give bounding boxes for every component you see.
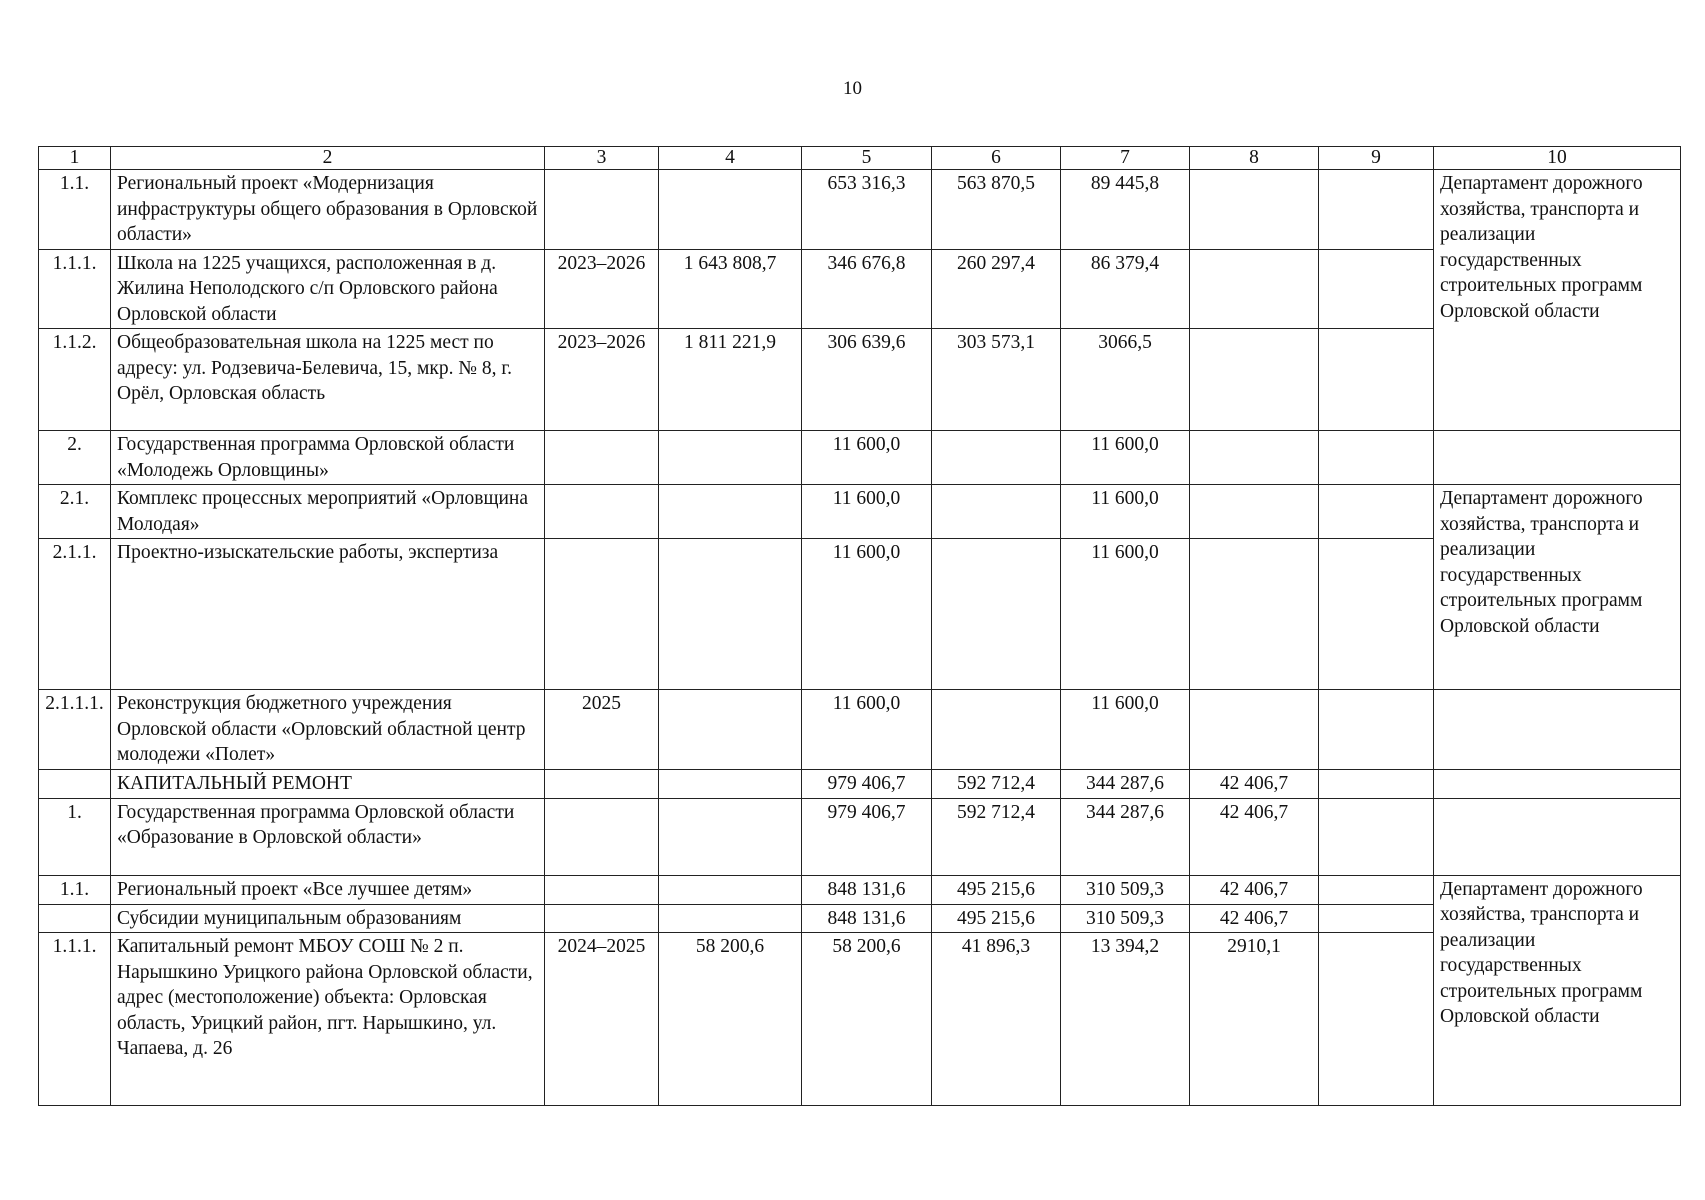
value-cell-9: [1319, 875, 1434, 904]
table-row: [39, 431, 1681, 485]
value-cell-8: [1190, 485, 1319, 539]
value-cell-6: 592 712,4: [932, 769, 1061, 798]
value-cell-5: 11 600,0: [802, 690, 932, 770]
header-cell: 8: [1190, 147, 1319, 170]
value-cell-4: [659, 485, 802, 539]
value-cell-5: 11 600,0: [802, 539, 932, 690]
value-cell-5: 848 131,6: [802, 904, 932, 933]
period-cell: [545, 431, 659, 485]
value-cell-6: 303 573,1: [932, 329, 1061, 431]
value-cell-7: 13 394,2: [1061, 933, 1190, 1106]
row-number: 1.: [39, 798, 111, 875]
value-cell-7: 310 509,3: [1061, 904, 1190, 933]
responsible-department: [1434, 431, 1681, 485]
header-cell: 3: [545, 147, 659, 170]
item-name: Государственная программа Орловской области «Образование в Орловской области»: [111, 798, 545, 875]
value-cell-5: 306 639,6: [802, 329, 932, 431]
value-cell-9: [1319, 431, 1434, 485]
value-cell-9: [1319, 798, 1434, 875]
value-cell-7: 86 379,4: [1061, 249, 1190, 329]
row-number: 1.1.: [39, 875, 111, 904]
page-number: 10: [843, 78, 862, 99]
value-cell-5: 11 600,0: [802, 431, 932, 485]
header-cell: 2: [111, 147, 545, 170]
header-cell: 6: [932, 147, 1061, 170]
responsible-department: [1434, 769, 1681, 798]
value-cell-6: 41 896,3: [932, 933, 1061, 1106]
value-cell-9: [1319, 539, 1434, 690]
value-cell-6: 260 297,4: [932, 249, 1061, 329]
item-name: Региональный проект «Модернизация инфраструктуры общего образования в Орловской области»: [111, 170, 545, 250]
value-cell-9: [1319, 329, 1434, 431]
value-cell-9: [1319, 933, 1434, 1106]
row-number: 2.1.1.1.: [39, 690, 111, 770]
value-cell-5: 58 200,6: [802, 933, 932, 1106]
program-table: [38, 146, 1681, 1106]
header-cell: 1: [39, 147, 111, 170]
value-cell-8: 42 406,7: [1190, 875, 1319, 904]
value-cell-6: 563 870,5: [932, 170, 1061, 250]
value-cell-8: 42 406,7: [1190, 769, 1319, 798]
section-title: КАПИТАЛЬНЫЙ РЕМОНТ: [111, 769, 545, 798]
period-cell: 2023–2026: [545, 329, 659, 431]
value-cell-6: 495 215,6: [932, 904, 1061, 933]
row-number: [39, 904, 111, 933]
value-cell-9: [1319, 904, 1434, 933]
period-cell: [545, 875, 659, 904]
row-number: 2.: [39, 431, 111, 485]
period-cell: [545, 904, 659, 933]
item-name: Проектно-изыскательские работы, экспертиза: [111, 539, 545, 690]
period-cell: 2024–2025: [545, 933, 659, 1106]
value-cell-4: [659, 170, 802, 250]
value-cell-8: [1190, 170, 1319, 250]
value-cell-9: [1319, 769, 1434, 798]
row-number: 1.1.: [39, 170, 111, 250]
period-cell: [545, 769, 659, 798]
period-cell: [545, 170, 659, 250]
value-cell-4: [659, 798, 802, 875]
value-cell-5: 848 131,6: [802, 875, 932, 904]
table-row: [39, 485, 1681, 539]
value-cell-8: [1190, 431, 1319, 485]
value-cell-7: 344 287,6: [1061, 769, 1190, 798]
table-row: [39, 798, 1681, 875]
value-cell-6: [932, 431, 1061, 485]
value-cell-9: [1319, 170, 1434, 250]
header-cell: 5: [802, 147, 932, 170]
header-cell: 7: [1061, 147, 1190, 170]
value-cell-7: 310 509,3: [1061, 875, 1190, 904]
period-cell: 2025: [545, 690, 659, 770]
value-cell-7: 11 600,0: [1061, 431, 1190, 485]
responsible-department: Департамент дорожного хозяйства, транспорта и реализации государственных строительных программ Орловской области: [1434, 875, 1681, 1106]
value-cell-7: 344 287,6: [1061, 798, 1190, 875]
value-cell-7: 11 600,0: [1061, 485, 1190, 539]
responsible-department: [1434, 798, 1681, 875]
value-cell-5: 11 600,0: [802, 485, 932, 539]
value-cell-8: [1190, 329, 1319, 431]
value-cell-4: [659, 769, 802, 798]
period-cell: [545, 485, 659, 539]
value-cell-9: [1319, 690, 1434, 770]
value-cell-4: [659, 690, 802, 770]
value-cell-6: [932, 690, 1061, 770]
responsible-department: [1434, 690, 1681, 770]
value-cell-8: 42 406,7: [1190, 798, 1319, 875]
value-cell-7: 3066,5: [1061, 329, 1190, 431]
value-cell-6: [932, 539, 1061, 690]
value-cell-8: 2910,1: [1190, 933, 1319, 1106]
value-cell-6: [932, 485, 1061, 539]
value-cell-4: [659, 431, 802, 485]
value-cell-8: [1190, 690, 1319, 770]
value-cell-8: [1190, 539, 1319, 690]
value-cell-4: 58 200,6: [659, 933, 802, 1106]
value-cell-4: [659, 875, 802, 904]
value-cell-5: 346 676,8: [802, 249, 932, 329]
value-cell-4: 1 643 808,7: [659, 249, 802, 329]
value-cell-8: [1190, 249, 1319, 329]
item-name: Региональный проект «Все лучшее детям»: [111, 875, 545, 904]
header-cell: 9: [1319, 147, 1434, 170]
column-number-header-row: [39, 147, 1681, 170]
value-cell-7: 89 445,8: [1061, 170, 1190, 250]
table-row: [39, 875, 1681, 904]
item-name: Школа на 1225 учащихся, расположенная в д. Жилина Неполодского с/п Орловского района Орловской области: [111, 249, 545, 329]
row-number: 2.1.: [39, 485, 111, 539]
item-name: Субсидии муниципальным образованиям: [111, 904, 545, 933]
table-row: [39, 690, 1681, 770]
row-number: 2.1.1.: [39, 539, 111, 690]
item-name: Реконструкция бюджетного учреждения Орловской области «Орловский областной центр молодежи «Полет»: [111, 690, 545, 770]
period-cell: [545, 798, 659, 875]
item-name: Капитальный ремонт МБОУ СОШ № 2 п. Нарышкино Урицкого района Орловской области, адрес (местоположение) объекта: Орловская область, Урицкий район, пгт. Нарышкино, ул. Чапаева, д. 26: [111, 933, 545, 1106]
item-name: Комплекс процессных мероприятий «Орловщина Молодая»: [111, 485, 545, 539]
value-cell-5: 653 316,3: [802, 170, 932, 250]
value-cell-7: 11 600,0: [1061, 539, 1190, 690]
value-cell-9: [1319, 249, 1434, 329]
value-cell-5: 979 406,7: [802, 798, 932, 875]
responsible-department: Департамент дорожного хозяйства, транспорта и реализации государственных строительных программ Орловской области: [1434, 170, 1681, 431]
value-cell-6: 495 215,6: [932, 875, 1061, 904]
value-cell-7: 11 600,0: [1061, 690, 1190, 770]
header-cell: 4: [659, 147, 802, 170]
value-cell-5: 979 406,7: [802, 769, 932, 798]
value-cell-8: 42 406,7: [1190, 904, 1319, 933]
item-name: Государственная программа Орловской области «Молодежь Орловщины»: [111, 431, 545, 485]
item-name: Общеобразовательная школа на 1225 мест по адресу: ул. Родзевича-Белевича, 15, мкр. № 8, г. Орёл, Орловская область: [111, 329, 545, 431]
value-cell-4: 1 811 221,9: [659, 329, 802, 431]
table-row: [39, 170, 1681, 250]
value-cell-9: [1319, 485, 1434, 539]
period-cell: 2023–2026: [545, 249, 659, 329]
row-number: [39, 769, 111, 798]
period-cell: [545, 539, 659, 690]
header-cell: 10: [1434, 147, 1681, 170]
value-cell-6: 592 712,4: [932, 798, 1061, 875]
value-cell-4: [659, 904, 802, 933]
responsible-department: Департамент дорожного хозяйства, транспорта и реализации государственных строительных программ Орловской области: [1434, 485, 1681, 690]
row-number: 1.1.2.: [39, 329, 111, 431]
section-total-row: [39, 769, 1681, 798]
row-number: 1.1.1.: [39, 933, 111, 1106]
row-number: 1.1.1.: [39, 249, 111, 329]
value-cell-4: [659, 539, 802, 690]
